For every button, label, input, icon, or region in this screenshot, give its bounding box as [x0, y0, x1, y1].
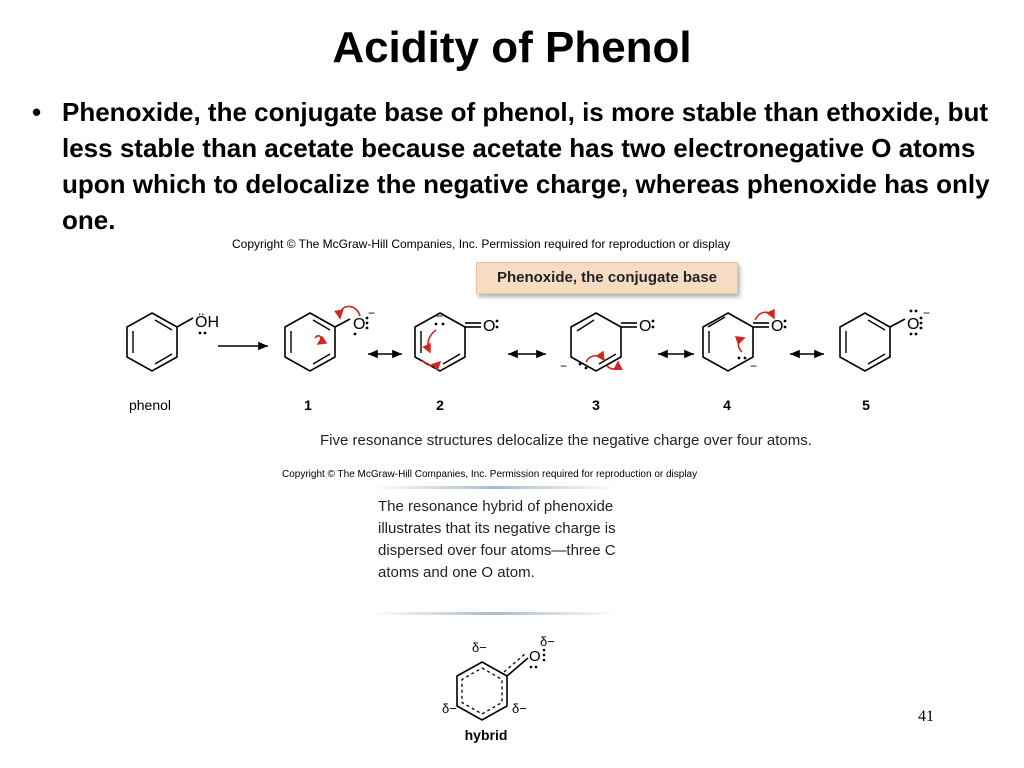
oh-label: ÖH — [195, 314, 219, 331]
label-structure-1: 1 — [304, 397, 312, 413]
o-label: O — [483, 318, 496, 335]
delta-minus-ortho-2: δ− — [512, 701, 527, 716]
delta-minus-para: δ− — [442, 701, 457, 716]
bullet-marker: • — [32, 97, 42, 127]
slide-title: Acidity of Phenol — [332, 23, 692, 72]
resonance-structure-2 — [415, 309, 498, 371]
conjugate-base-label-box: Phenoxide, the conjugate base — [476, 262, 738, 294]
hybrid-o-label: O — [529, 648, 541, 665]
hybrid-structure — [432, 628, 572, 746]
minus-charge: − — [750, 359, 758, 373]
label-structure-2: 2 — [436, 397, 444, 413]
minus-charge: − — [436, 309, 444, 323]
resonance-structure-3 — [560, 313, 654, 373]
o-label: O — [639, 318, 652, 335]
delta-minus-o: δ− — [540, 634, 555, 649]
hybrid-description: The resonance hybrid of phenoxide illustrates that its negative charge is dispersed over four atoms—three C atoms and one O atom. — [378, 498, 616, 581]
o-label: O — [771, 318, 784, 335]
resonance-scheme — [110, 296, 940, 421]
minus-charge: − — [560, 359, 568, 373]
label-structure-4: 4 — [723, 397, 731, 413]
label-phenol: phenol — [128, 397, 172, 413]
divider-bottom — [372, 612, 618, 615]
delta-minus-ortho: δ− — [472, 640, 487, 655]
label-structure-3: 3 — [592, 397, 600, 413]
bullet-text: Phenoxide, the conjugate base of phenol, is more stable than ethoxide, but less stable than acetate because acetate has two electronegative O atoms upon which to delocalize the negative charge, whereas phenoxide has only one. — [62, 97, 990, 235]
minus-charge: − — [923, 306, 931, 320]
page-number: 41 — [918, 708, 934, 725]
copyright-notice-2: Copyright © The McGraw-Hill Companies, Inc. Permission required for reproduction or display — [282, 469, 698, 480]
resonance-structure-1 — [285, 306, 375, 371]
resonance-structure-4 — [703, 312, 786, 373]
o-label: O — [353, 316, 366, 333]
label-structure-5: 5 — [862, 397, 870, 413]
phenol-structure — [127, 313, 219, 371]
hybrid-label: hybrid — [464, 727, 508, 743]
resonance-caption: Five resonance structures delocalize the negative charge over four atoms. — [320, 432, 812, 449]
divider-top — [372, 486, 618, 489]
resonance-structure-5 — [840, 306, 930, 371]
o-label: O — [907, 316, 920, 333]
copyright-notice-1: Copyright © The McGraw-Hill Companies, Inc. Permission required for reproduction or display — [232, 237, 731, 251]
minus-charge: − — [368, 306, 376, 320]
